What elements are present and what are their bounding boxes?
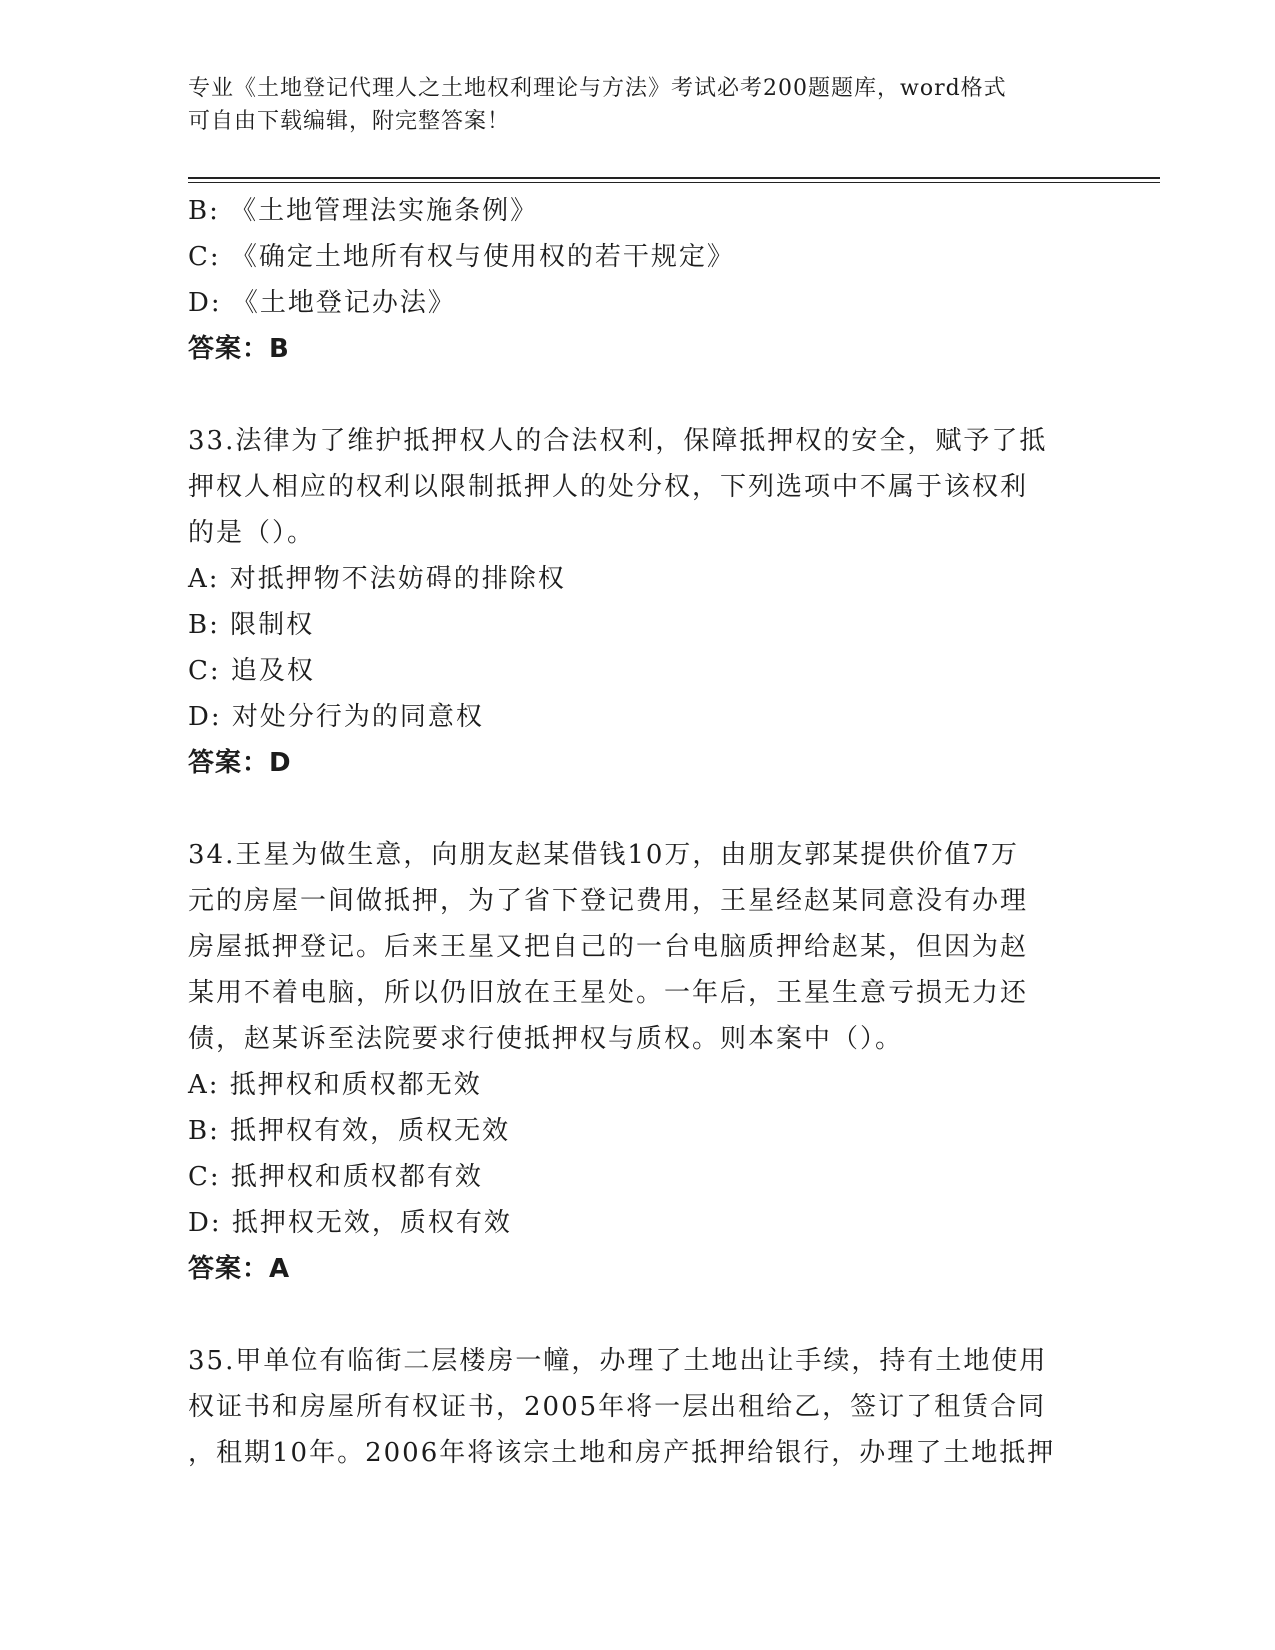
- option-c: C: 抵押权和质权都有效: [188, 1162, 483, 1192]
- question-text-line: 权证书和房屋所有权证书，2005年将一层出租给乙，签订了租赁合同: [188, 1392, 1047, 1422]
- option-d: D: 《土地登记办法》: [188, 288, 456, 318]
- question-text-line: 押权人相应的权利以限制抵押人的处分权，下列选项中不属于该权利: [188, 472, 1029, 502]
- header-line-2: 可自由下载编辑，附完整答案！: [188, 109, 511, 134]
- question-text-line: 35.甲单位有临街二层楼房一幢，办理了土地出让手续，持有土地使用: [188, 1346, 1048, 1376]
- option-b: B: 《土地管理法实施条例》: [188, 196, 539, 226]
- option-b: B: 限制权: [188, 610, 315, 640]
- option-b: B: 抵押权有效，质权无效: [188, 1116, 511, 1146]
- question-text-line: 某用不着电脑，所以仍旧放在王星处。一年后，王星生意亏损无力还: [188, 978, 1029, 1008]
- header-line-1: 专业《土地登记代理人之土地权利理论与方法》考试必考200题题库，word格式: [188, 76, 1007, 101]
- option-c: C: 追及权: [188, 656, 315, 686]
- page-header: [188, 72, 1108, 138]
- question-text-line: 33.法律为了维护抵押权人的合法权利，保障抵押权的安全，赋予了抵: [188, 426, 1048, 456]
- option-a: A: 对抵押物不法妨碍的排除权: [188, 564, 566, 594]
- question-text-line: 债，赵某诉至法院要求行使抵押权与质权。则本案中（）。: [188, 1024, 904, 1054]
- question-text-line: 的是（）。: [188, 518, 316, 548]
- option-d: D: 抵押权无效，质权有效: [188, 1208, 512, 1238]
- answer-label: 答案：A: [188, 1254, 291, 1284]
- header-divider-thick: [188, 177, 1160, 179]
- question-33: [188, 418, 1088, 786]
- answer-label: 答案：D: [188, 748, 292, 778]
- document-body: [188, 188, 1088, 1476]
- option-a: A: 抵押权和质权都无效: [188, 1070, 482, 1100]
- question-35: [188, 1338, 1088, 1476]
- header-divider-thin: [188, 182, 1160, 183]
- prev-question: [188, 188, 1088, 372]
- question-text-line: 房屋抵押登记。后来王星又把自己的一台电脑质押给赵某，但因为赵: [188, 932, 1029, 962]
- question-text-line: 34.王星为做生意，向朋友赵某借钱10万，由朋友郭某提供价值7万: [188, 840, 1019, 870]
- option-c: C: 《确定土地所有权与使用权的若干规定》: [188, 242, 735, 272]
- answer-label: 答案：B: [188, 334, 290, 364]
- question-text-line: 元的房屋一间做抵押，为了省下登记费用，王星经赵某同意没有办理: [188, 886, 1029, 916]
- question-34: [188, 832, 1088, 1292]
- option-d: D: 对处分行为的同意权: [188, 702, 484, 732]
- question-text-line: ，租期10年。2006年将该宗土地和房产抵押给银行，办理了土地抵押: [188, 1438, 1056, 1468]
